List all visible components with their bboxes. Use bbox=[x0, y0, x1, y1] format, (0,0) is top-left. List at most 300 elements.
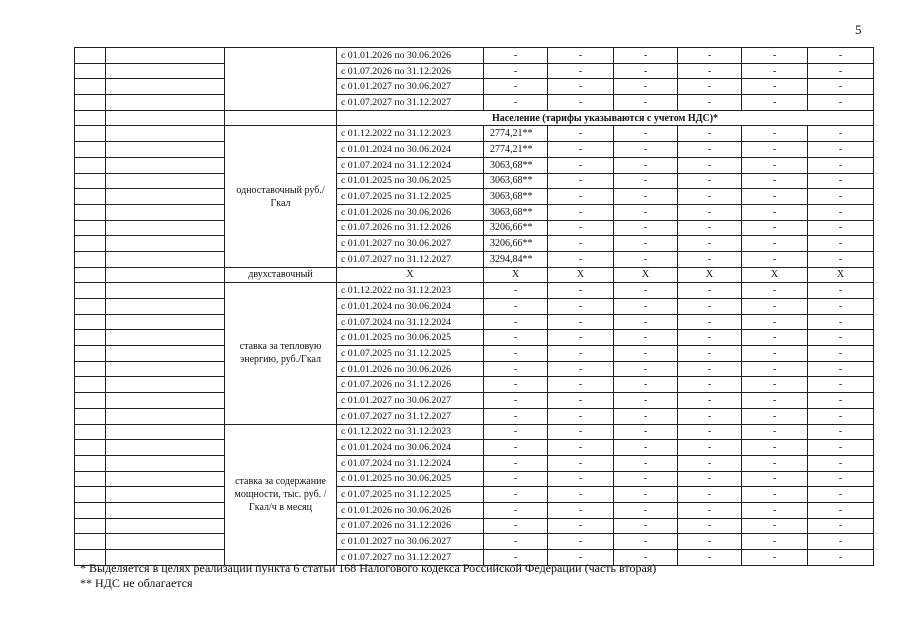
period-cell: с 01.07.2024 по 31.12.2024 bbox=[337, 157, 484, 173]
page-number: 5 bbox=[855, 22, 862, 37]
table-row bbox=[75, 173, 874, 189]
dash-cell: - bbox=[548, 220, 614, 236]
indicator-cell bbox=[106, 204, 225, 220]
dash-cell: - bbox=[742, 346, 808, 362]
dash-cell: - bbox=[614, 79, 678, 95]
dash-cell: - bbox=[614, 48, 678, 64]
dash-cell: - bbox=[614, 157, 678, 173]
dash-cell: - bbox=[484, 48, 548, 64]
dash-cell: - bbox=[678, 377, 742, 393]
indicator-cell bbox=[106, 79, 225, 95]
dash-cell: - bbox=[808, 487, 874, 503]
dash-cell: - bbox=[614, 408, 678, 424]
dash-cell: - bbox=[614, 142, 678, 158]
dash-cell: - bbox=[808, 534, 874, 550]
dash-cell: - bbox=[678, 424, 742, 440]
table-row bbox=[75, 79, 874, 95]
footnote-vat-included: * Выделяется в целях реализации пункта 6 статьи 168 Налогового кодекса Российской Федерации (часть вторая) bbox=[80, 561, 657, 575]
dash-cell: - bbox=[484, 408, 548, 424]
dash-cell: - bbox=[548, 361, 614, 377]
dash-cell: - bbox=[742, 534, 808, 550]
table-row bbox=[75, 236, 874, 252]
row-number-cell bbox=[75, 455, 106, 471]
dash-cell: - bbox=[548, 518, 614, 534]
table-row bbox=[75, 393, 874, 409]
dash-cell: - bbox=[548, 173, 614, 189]
dash-cell: - bbox=[548, 236, 614, 252]
row-number-cell bbox=[75, 95, 106, 111]
indicator-cell bbox=[106, 455, 225, 471]
period-cell: с 01.01.2026 по 30.06.2026 bbox=[337, 361, 484, 377]
dash-cell: - bbox=[808, 48, 874, 64]
period-cell: с 01.07.2027 по 31.12.2027 bbox=[337, 251, 484, 267]
indicator-cell bbox=[106, 173, 225, 189]
dash-cell: - bbox=[548, 346, 614, 362]
dash-cell: - bbox=[484, 550, 548, 566]
dash-cell: - bbox=[548, 126, 614, 142]
dash-cell: - bbox=[808, 236, 874, 252]
row-number-cell bbox=[75, 126, 106, 142]
dash-cell: - bbox=[484, 534, 548, 550]
indicator-cell bbox=[106, 110, 225, 126]
row-number-cell bbox=[75, 189, 106, 205]
period-cell: с 01.07.2026 по 31.12.2026 bbox=[337, 63, 484, 79]
table-row bbox=[75, 408, 874, 424]
dash-cell: - bbox=[484, 393, 548, 409]
dash-cell: - bbox=[548, 142, 614, 158]
dash-cell: - bbox=[678, 236, 742, 252]
dash-cell: - bbox=[614, 173, 678, 189]
period-cell: с 01.01.2027 по 30.06.2027 bbox=[337, 236, 484, 252]
dash-cell: - bbox=[678, 393, 742, 409]
tariff-value-cell: 3063,68** bbox=[484, 204, 548, 220]
period-cell: с 01.01.2025 по 30.06.2025 bbox=[337, 471, 484, 487]
dash-cell: - bbox=[548, 424, 614, 440]
dash-cell: - bbox=[742, 299, 808, 315]
table-row bbox=[75, 424, 874, 440]
dash-cell: - bbox=[548, 330, 614, 346]
indicator-cell bbox=[106, 346, 225, 362]
dash-cell: - bbox=[742, 377, 808, 393]
dash-cell: - bbox=[548, 299, 614, 315]
tariff-table bbox=[74, 47, 874, 566]
dash-cell: - bbox=[742, 330, 808, 346]
dash-cell: - bbox=[742, 487, 808, 503]
dash-cell: - bbox=[484, 440, 548, 456]
indicator-cell bbox=[106, 330, 225, 346]
dash-cell: - bbox=[808, 220, 874, 236]
dash-cell: - bbox=[678, 487, 742, 503]
row-number-cell bbox=[75, 63, 106, 79]
x-mark-cell: Х bbox=[614, 267, 678, 283]
indicator-cell bbox=[106, 377, 225, 393]
row-number-cell bbox=[75, 471, 106, 487]
x-mark-cell: Х bbox=[808, 267, 874, 283]
table-row bbox=[75, 346, 874, 362]
dash-cell: - bbox=[808, 95, 874, 111]
tariff-value-cell: 3294,84** bbox=[484, 251, 548, 267]
table-row bbox=[75, 189, 874, 205]
dash-cell: - bbox=[484, 455, 548, 471]
period-cell: с 01.07.2026 по 31.12.2026 bbox=[337, 220, 484, 236]
capacity-rate-label: ставка за содержание мощности, тыс. руб. /Гкал/ч в месяц bbox=[225, 424, 337, 565]
dash-cell: - bbox=[614, 95, 678, 111]
period-cell: с 01.07.2025 по 31.12.2025 bbox=[337, 487, 484, 503]
dash-cell: - bbox=[548, 79, 614, 95]
dash-cell: - bbox=[742, 236, 808, 252]
dash-cell: - bbox=[614, 487, 678, 503]
dash-cell: - bbox=[678, 126, 742, 142]
indicator-cell bbox=[106, 299, 225, 315]
period-cell: с 01.07.2027 по 31.12.2027 bbox=[337, 550, 484, 566]
indicator-cell bbox=[106, 95, 225, 111]
footnotes bbox=[80, 561, 656, 591]
row-number-cell bbox=[75, 142, 106, 158]
dash-cell: - bbox=[548, 487, 614, 503]
period-cell: с 01.07.2027 по 31.12.2027 bbox=[337, 408, 484, 424]
row-number-cell bbox=[75, 251, 106, 267]
dash-cell: - bbox=[614, 126, 678, 142]
dash-cell: - bbox=[808, 314, 874, 330]
dash-cell: - bbox=[548, 157, 614, 173]
dash-cell: - bbox=[742, 79, 808, 95]
period-cell: с 01.01.2026 по 30.06.2026 bbox=[337, 204, 484, 220]
dash-cell: - bbox=[742, 314, 808, 330]
table-row bbox=[75, 267, 874, 283]
indicator-cell bbox=[106, 424, 225, 440]
dash-cell: - bbox=[614, 455, 678, 471]
dash-cell: - bbox=[742, 157, 808, 173]
dash-cell: - bbox=[614, 236, 678, 252]
dash-cell: - bbox=[808, 440, 874, 456]
dash-cell: - bbox=[808, 455, 874, 471]
dash-cell: - bbox=[678, 502, 742, 518]
dash-cell: - bbox=[742, 220, 808, 236]
table-row bbox=[75, 157, 874, 173]
indicator-cell bbox=[106, 157, 225, 173]
dash-cell: - bbox=[678, 440, 742, 456]
dash-cell: - bbox=[678, 550, 742, 566]
period-cell: с 01.07.2027 по 31.12.2027 bbox=[337, 95, 484, 111]
period-cell: с 01.12.2022 по 31.12.2023 bbox=[337, 126, 484, 142]
dash-cell: - bbox=[808, 518, 874, 534]
period-cell: с 01.01.2024 по 30.06.2024 bbox=[337, 299, 484, 315]
period-cell: с 01.07.2024 по 31.12.2024 bbox=[337, 314, 484, 330]
x-mark-cell: Х bbox=[484, 267, 548, 283]
dash-cell: - bbox=[808, 361, 874, 377]
tariff-value-cell: 3063,68** bbox=[484, 173, 548, 189]
dash-cell: - bbox=[614, 346, 678, 362]
period-cell: с 01.01.2027 по 30.06.2027 bbox=[337, 393, 484, 409]
period-cell: с 01.12.2022 по 31.12.2023 bbox=[337, 424, 484, 440]
period-cell: с 01.07.2024 по 31.12.2024 bbox=[337, 455, 484, 471]
table-row bbox=[75, 440, 874, 456]
indicator-cell bbox=[106, 48, 225, 64]
dash-cell: - bbox=[484, 487, 548, 503]
dash-cell: - bbox=[808, 330, 874, 346]
dash-cell: - bbox=[678, 361, 742, 377]
dash-cell: - bbox=[484, 377, 548, 393]
dash-cell: - bbox=[808, 502, 874, 518]
dash-cell: - bbox=[678, 534, 742, 550]
period-cell: с 01.07.2025 по 31.12.2025 bbox=[337, 346, 484, 362]
dash-cell: - bbox=[678, 518, 742, 534]
dash-cell: - bbox=[548, 251, 614, 267]
dash-cell: - bbox=[742, 550, 808, 566]
dash-cell: - bbox=[484, 95, 548, 111]
dash-cell: - bbox=[614, 204, 678, 220]
dash-cell: - bbox=[742, 361, 808, 377]
table-row bbox=[75, 455, 874, 471]
row-number-cell bbox=[75, 314, 106, 330]
x-mark-cell: Х bbox=[337, 267, 484, 283]
dash-cell: - bbox=[614, 361, 678, 377]
indicator-cell bbox=[106, 267, 225, 283]
row-number-cell bbox=[75, 220, 106, 236]
row-number-cell bbox=[75, 487, 106, 503]
dash-cell: - bbox=[548, 471, 614, 487]
dash-cell: - bbox=[614, 377, 678, 393]
dash-cell: - bbox=[742, 251, 808, 267]
period-cell: с 01.01.2026 по 30.06.2026 bbox=[337, 48, 484, 64]
dash-cell: - bbox=[678, 455, 742, 471]
dash-cell: - bbox=[742, 440, 808, 456]
x-mark-cell: Х bbox=[742, 267, 808, 283]
dash-cell: - bbox=[808, 299, 874, 315]
dash-cell: - bbox=[678, 95, 742, 111]
dash-cell: - bbox=[614, 393, 678, 409]
dash-cell: - bbox=[548, 283, 614, 299]
tariff-value-cell: 3063,68** bbox=[484, 189, 548, 205]
row-number-cell bbox=[75, 48, 106, 64]
dash-cell: - bbox=[808, 408, 874, 424]
indicator-cell bbox=[106, 126, 225, 142]
dash-cell: - bbox=[548, 63, 614, 79]
dash-cell: - bbox=[808, 377, 874, 393]
row-number-cell bbox=[75, 267, 106, 283]
dash-cell: - bbox=[808, 157, 874, 173]
row-number-cell bbox=[75, 440, 106, 456]
dash-cell: - bbox=[808, 126, 874, 142]
dash-cell: - bbox=[548, 189, 614, 205]
indicator-cell bbox=[106, 440, 225, 456]
table-row bbox=[75, 377, 874, 393]
dash-cell: - bbox=[678, 79, 742, 95]
tariff-value-cell: 3063,68** bbox=[484, 157, 548, 173]
dash-cell: - bbox=[678, 283, 742, 299]
row-number-cell bbox=[75, 173, 106, 189]
x-mark-cell: Х bbox=[678, 267, 742, 283]
dash-cell: - bbox=[678, 220, 742, 236]
dash-cell: - bbox=[614, 440, 678, 456]
dash-cell: - bbox=[742, 502, 808, 518]
table-row bbox=[75, 299, 874, 315]
dash-cell: - bbox=[614, 220, 678, 236]
dash-cell: - bbox=[742, 424, 808, 440]
row-number-cell bbox=[75, 502, 106, 518]
tariff-value-cell: 3206,66** bbox=[484, 236, 548, 252]
dash-cell: - bbox=[548, 502, 614, 518]
dash-cell: - bbox=[742, 455, 808, 471]
dash-cell: - bbox=[808, 142, 874, 158]
dash-cell: - bbox=[484, 424, 548, 440]
row-number-cell bbox=[75, 110, 106, 126]
dash-cell: - bbox=[678, 408, 742, 424]
dash-cell: - bbox=[742, 471, 808, 487]
row-number-cell bbox=[75, 408, 106, 424]
table-row bbox=[75, 142, 874, 158]
x-mark-cell: Х bbox=[548, 267, 614, 283]
dash-cell: - bbox=[484, 299, 548, 315]
dash-cell: - bbox=[742, 393, 808, 409]
dash-cell: - bbox=[808, 471, 874, 487]
period-cell: с 01.01.2027 по 30.06.2027 bbox=[337, 534, 484, 550]
dash-cell: - bbox=[484, 346, 548, 362]
dash-cell: - bbox=[548, 48, 614, 64]
tariff-value-cell: 2774,21** bbox=[484, 142, 548, 158]
dash-cell: - bbox=[742, 189, 808, 205]
period-cell: с 01.01.2024 по 30.06.2024 bbox=[337, 142, 484, 158]
table-row bbox=[75, 251, 874, 267]
tariff-value-cell: 3206,66** bbox=[484, 220, 548, 236]
two-rate-label: двухставочный bbox=[225, 267, 337, 283]
dash-cell: - bbox=[614, 550, 678, 566]
period-cell: с 01.01.2026 по 30.06.2026 bbox=[337, 502, 484, 518]
indicator-cell bbox=[106, 534, 225, 550]
table-row bbox=[75, 204, 874, 220]
table-row bbox=[75, 95, 874, 111]
dash-cell: - bbox=[614, 189, 678, 205]
indicator-cell bbox=[106, 393, 225, 409]
indicator-cell bbox=[106, 236, 225, 252]
table-row bbox=[75, 330, 874, 346]
dash-cell: - bbox=[808, 424, 874, 440]
dash-cell: - bbox=[808, 346, 874, 362]
dash-cell: - bbox=[484, 361, 548, 377]
dash-cell: - bbox=[548, 440, 614, 456]
table-row bbox=[75, 48, 874, 64]
table-row bbox=[75, 314, 874, 330]
table-row bbox=[75, 220, 874, 236]
indicator-cell bbox=[106, 487, 225, 503]
table-row bbox=[75, 126, 874, 142]
dash-cell: - bbox=[548, 455, 614, 471]
dash-cell: - bbox=[548, 408, 614, 424]
dash-cell: - bbox=[548, 534, 614, 550]
table-row bbox=[75, 283, 874, 299]
table-row bbox=[75, 110, 874, 126]
row-number-cell bbox=[75, 236, 106, 252]
single-rate-label: одноставочный руб./Гкал bbox=[225, 126, 337, 267]
period-cell: с 01.07.2026 по 31.12.2026 bbox=[337, 377, 484, 393]
dash-cell: - bbox=[484, 63, 548, 79]
dash-cell: - bbox=[614, 251, 678, 267]
table-row bbox=[75, 63, 874, 79]
dash-cell: - bbox=[548, 377, 614, 393]
indicator-cell bbox=[106, 283, 225, 299]
indicator-cell bbox=[106, 63, 225, 79]
indicator-cell bbox=[106, 189, 225, 205]
dash-cell: - bbox=[742, 518, 808, 534]
dash-cell: - bbox=[614, 502, 678, 518]
dash-cell: - bbox=[808, 63, 874, 79]
row-number-cell bbox=[75, 283, 106, 299]
dash-cell: - bbox=[614, 63, 678, 79]
dash-cell: - bbox=[808, 173, 874, 189]
row-number-cell bbox=[75, 518, 106, 534]
dash-cell: - bbox=[678, 157, 742, 173]
group-blank-cell bbox=[225, 110, 337, 126]
dash-cell: - bbox=[678, 173, 742, 189]
dash-cell: - bbox=[678, 189, 742, 205]
dash-cell: - bbox=[678, 63, 742, 79]
indicator-cell bbox=[106, 314, 225, 330]
table-row bbox=[75, 361, 874, 377]
dash-cell: - bbox=[808, 550, 874, 566]
table-row bbox=[75, 471, 874, 487]
indicator-cell bbox=[106, 142, 225, 158]
dash-cell: - bbox=[548, 393, 614, 409]
heat-rate-label: ставка за тепловую энергию, руб./Гкал bbox=[225, 283, 337, 424]
dash-cell: - bbox=[484, 314, 548, 330]
row-number-cell bbox=[75, 79, 106, 95]
dash-cell: - bbox=[614, 424, 678, 440]
dash-cell: - bbox=[742, 173, 808, 189]
dash-cell: - bbox=[614, 471, 678, 487]
indicator-cell bbox=[106, 220, 225, 236]
period-cell: с 01.12.2022 по 31.12.2023 bbox=[337, 283, 484, 299]
footnote-vat-exempt: ** НДС не облагается bbox=[80, 576, 193, 590]
dash-cell: - bbox=[614, 534, 678, 550]
dash-cell: - bbox=[742, 283, 808, 299]
row-number-cell bbox=[75, 534, 106, 550]
dash-cell: - bbox=[678, 346, 742, 362]
dash-cell: - bbox=[742, 408, 808, 424]
dash-cell: - bbox=[484, 330, 548, 346]
dash-cell: - bbox=[808, 189, 874, 205]
period-cell: с 01.01.2025 по 30.06.2025 bbox=[337, 330, 484, 346]
dash-cell: - bbox=[678, 299, 742, 315]
dash-cell: - bbox=[808, 79, 874, 95]
row-number-cell bbox=[75, 377, 106, 393]
dash-cell: - bbox=[808, 393, 874, 409]
row-number-cell bbox=[75, 424, 106, 440]
dash-cell: - bbox=[678, 471, 742, 487]
dash-cell: - bbox=[484, 79, 548, 95]
table-row bbox=[75, 502, 874, 518]
population-header: Население (тарифы указываются с учетом НДС)* bbox=[337, 110, 874, 126]
period-cell: с 01.01.2025 по 30.06.2025 bbox=[337, 173, 484, 189]
dash-cell: - bbox=[614, 518, 678, 534]
dash-cell: - bbox=[484, 471, 548, 487]
dash-cell: - bbox=[808, 204, 874, 220]
dash-cell: - bbox=[742, 142, 808, 158]
row-number-cell bbox=[75, 204, 106, 220]
dash-cell: - bbox=[614, 330, 678, 346]
table-row bbox=[75, 518, 874, 534]
indicator-cell bbox=[106, 408, 225, 424]
dash-cell: - bbox=[678, 142, 742, 158]
dash-cell: - bbox=[678, 330, 742, 346]
row-number-cell bbox=[75, 299, 106, 315]
dash-cell: - bbox=[614, 314, 678, 330]
period-cell: с 01.01.2027 по 30.06.2027 bbox=[337, 79, 484, 95]
dash-cell: - bbox=[678, 314, 742, 330]
dash-cell: - bbox=[614, 283, 678, 299]
dash-cell: - bbox=[742, 95, 808, 111]
row-number-cell bbox=[75, 330, 106, 346]
indicator-cell bbox=[106, 361, 225, 377]
